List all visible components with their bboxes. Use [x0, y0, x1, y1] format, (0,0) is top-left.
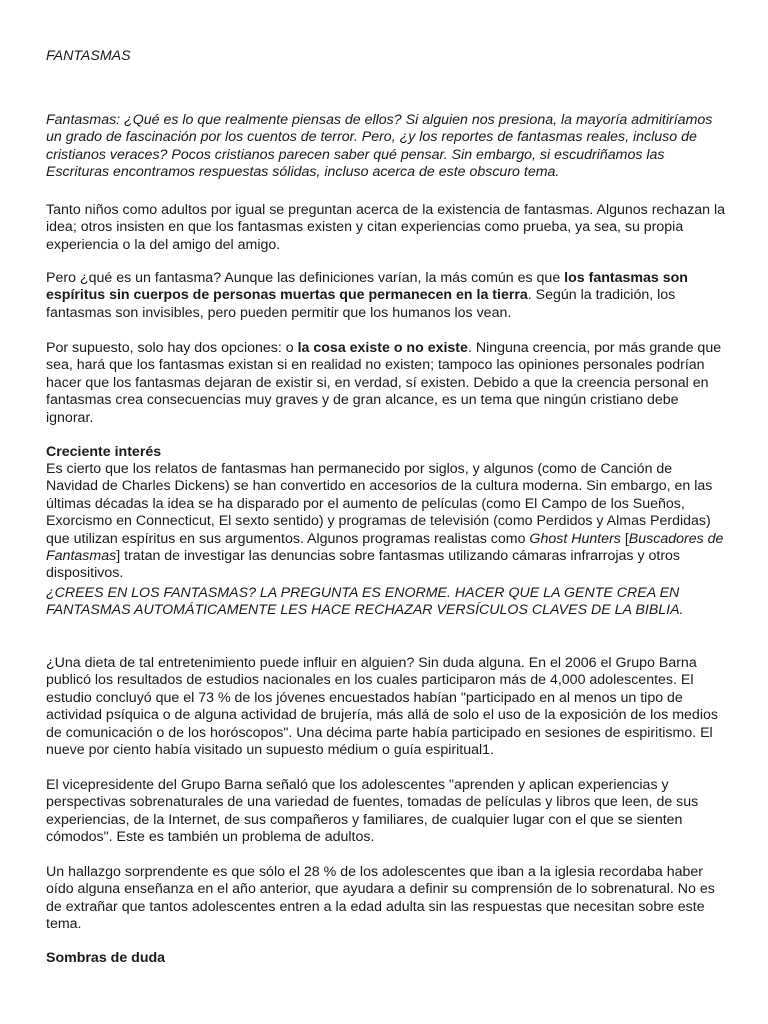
paragraph-7: Un hallazgo sorprendente es que sólo el 28 % de los adolescentes que iban a la iglesia recordaba haber oído alguna enseñanza en el año anterior, que ayudara a definir su comprensión de lo sobrenatural. No es de extrañar que tantos adolescentes entren a la edad adulta sin las respuestas que necesitan sobre este tema. — [46, 864, 715, 933]
paragraph-3 — [46, 340, 726, 427]
paragraph-4 — [46, 461, 726, 583]
paragraph-3-text-a: Por supuesto, solo hay dos opciones: o — [46, 340, 298, 356]
paragraph-2 — [46, 270, 726, 322]
section-heading-sombras-de-duda: Sombras de duda — [46, 950, 166, 966]
paragraph-4-text-c: [ — [620, 530, 629, 547]
paragraph-3-bold: la cosa existe o no existe — [297, 340, 468, 356]
paragraph-2-text-a: Pero ¿qué es un fantasma? Aunque las definiciones varían, la más común es que — [46, 270, 565, 286]
paragraph-2-bold: los fantasmas son espíritus sin cuerpos de personas muertas que permanecen en la tierra — [46, 270, 688, 304]
paragraph-6: El vicepresidente del Grupo Barna señaló que los adolescentes "aprenden y aplican experiencias y perspectivas sobrenaturales de una variedad de fuentes, tomadas de películas y libros que leen, de sus experiencias, de la Internet, de sus compañeros y familiares, de cualquier lugar con el que se sienten cómodos". Este es también un problema de adultos. — [46, 777, 699, 846]
paragraph-5: ¿Una dieta de tal entretenimiento puede influir en alguien? Sin duda alguna. En el 2006 el Grupo Barna publicó los resultados de estudios nacionales en los cuales participaron más de 4,000 adolescentes. El estudio concluyó que el 73 % de los jóvenes encuestados habían "participado en al menos un tipo de actividad psíquica o de alguna actividad de brujería, más allá de solo el uso de la exposición de los medios de comunicación o de los horóscopos". Una décima parte había participado en sesiones de espiritismo. El nueve por ciento había visitado un supuesto médium o guía espiritual1. — [46, 655, 718, 759]
paragraph-4-italic-ghost-hunters: Ghost Hunters — [529, 530, 621, 547]
paragraph-3-text-c: . Ninguna creencia, por más grande que sea, hará que los fantasmas existan si en realidad no existen; tampoco las opiniones personales podrían hacer que los fantasmas dejaran de existir si, en verdad, sí existen. Debido a que la creencia personal en fantasmas crea consecuencias muy graves y de gran alcance, es un tema que ningún cristiano debe ignorar. — [46, 340, 722, 426]
paragraph-1: Tanto niños como adultos por igual se preguntan acerca de la existencia de fantasmas. Algunos rechazan la idea; otros insisten en que los fantasmas existen y citan experiencias como prueba, ya sea, su propia experiencia o la del amigo del amigo. — [46, 202, 726, 253]
document-title: FANTASMAS — [46, 48, 131, 64]
paragraph-4-text-a: Es cierto que los relatos de fantasmas han permanecido por siglos, y algunos (como de Canción de Navidad de Charles Dickens) se han convertido en accesorios de la cultura moderna. Sin embargo, en las últimas décadas la idea se ha disparado por el aumento de películas (como El Campo de los Sueños, Exorcismo en Connecticut, El sexto sentido) y programas de televisión (como Perdidos y Almas Perdidas) que utilizan espíritus en sus argumentos. Algunos programas realistas como — [46, 461, 713, 547]
section-heading-creciente-interes: Creciente interés — [46, 444, 162, 460]
paragraph-4-text-e: ] tratan de investigar las denuncias sobre fantasmas utilizando cámaras infrarrojas y otros dispositivos. — [46, 548, 681, 582]
intro-paragraph: Fantasmas: ¿Qué es lo que realmente piensas de ellos? Si alguien nos presiona, la mayoría admitiríamos un grado de fascinación por los cuentos de terror. Pero, ¿y los reportes de fantasmas reales, incluso de cristianos veraces? Pocos cristianos parecen saber qué pensar. Sin embargo, si escudriñamos las Escrituras encontramos respuestas sólidas, incluso acerca de este obscuro tema. — [46, 112, 713, 181]
paragraph-2-text-c: . Según la tradición, los fantasmas son invisibles, pero pueden permitir que los humanos los vean. — [46, 287, 676, 321]
paragraph-4-caps: ¿CREES EN LOS FANTASMAS? LA PREGUNTA ES ENORME. HACER QUE LA GENTE CREA EN FANTASMAS AUTOMÁTICAMENTE LES HACE RECHAZAR VERSÍCULOS CLAVES DE LA BIBLIA. — [46, 585, 684, 619]
paragraph-4-italic-buscadores: Buscadores de Fantasmas — [46, 530, 724, 565]
